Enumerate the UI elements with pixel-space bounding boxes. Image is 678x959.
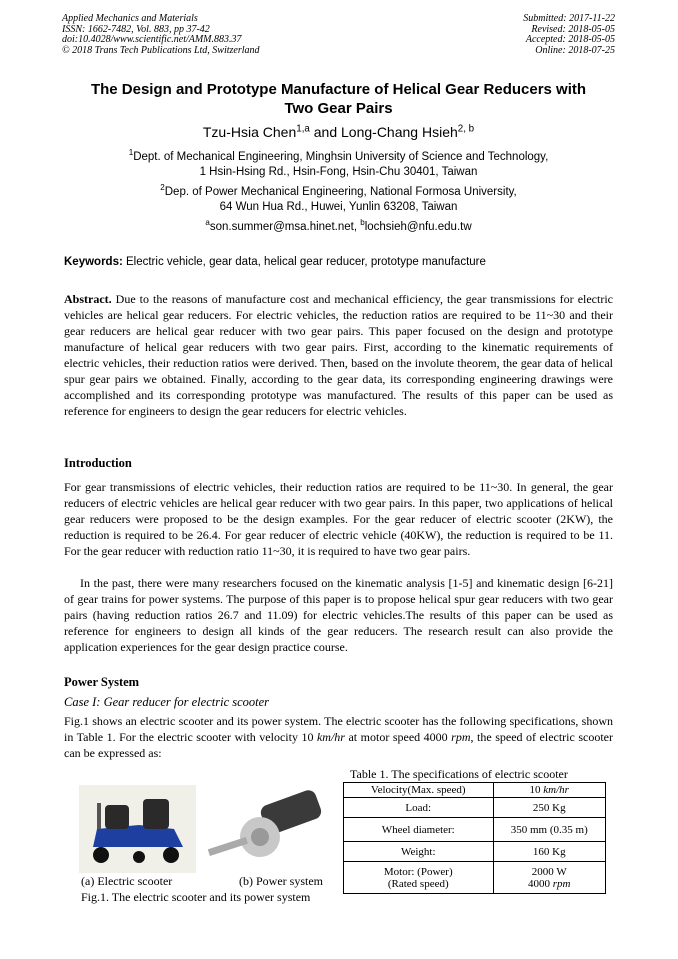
online-date: Online: 2018-07-25 — [535, 44, 615, 56]
journal-name: Applied Mechanics and Materials — [62, 13, 198, 24]
abstract-text: Due to the reasons of manufacture cost and mechanical efficiency, the gear transmissions for electric vehicles are helical gear reducers. For electric vehicles, the reduction ratios are required to be 11~30 and their gear reducers are helical gear reducer with two gear pairs. This paper focused on the design and prototype manufacture of helical gear reducers with two gear pairs. First, according to the kinematic requirements of electric vehicles, their reduction ratios were derived. Then, based on the involute theorem, the gear data of helical spur gear pairs we obtained. Finally, according to the gear data, its corresponding engineering drawings were accomplished and its corresponding prototype was manufactured. The results of this paper can be used as reference for engineers to design the gear reducers for electric vehicles. — [64, 292, 613, 418]
table-row — [344, 862, 606, 894]
title-line-2: Two Gear Pairs — [284, 100, 393, 117]
handlebar — [97, 803, 101, 829]
author-1: Tzu-Hsia Chen — [202, 124, 297, 140]
table-row — [344, 783, 606, 798]
email-b: lochsieh@nfu.edu.tw — [364, 221, 472, 233]
dates-header — [523, 14, 615, 56]
affiliation-1-sup: 1 — [128, 148, 134, 158]
gearbox-cover — [251, 828, 269, 846]
power-text-a: Fig.1 shows an electric scooter and its power system. The electric scooter has the following specifications, shown in Table 1. For the electric scooter with velocity 10 — [64, 714, 613, 744]
authors — [62, 124, 615, 140]
affiliation-2-line-2: 64 Wun Hua Rd., Huwei, Yunlin 63208, Taiwan — [219, 201, 458, 213]
accepted-date: Accepted: 2018-05-05 — [525, 34, 615, 45]
rear-seat — [143, 799, 169, 829]
journal-header — [62, 14, 260, 56]
abstract-label: Abstract. — [64, 292, 112, 306]
email-a: son.summer@msa.hinet.net, — [209, 221, 361, 233]
affiliation-1 — [62, 150, 615, 180]
table-row — [344, 818, 606, 842]
row-label: Weight: — [344, 842, 494, 862]
keywords — [64, 256, 616, 268]
author-2-sup: 2, b — [457, 123, 475, 135]
title-line-1: The Design and Prototype Manufacture of Helical Gear Reducers with — [90, 81, 587, 98]
table-1-caption: Table 1. The specifications of electric scooter — [350, 767, 568, 781]
paper-title — [62, 80, 615, 118]
row-label: Motor: (Power) (Rated speed) — [344, 862, 494, 894]
email-b-sup: b — [360, 218, 365, 228]
unit-km-hr: km/hr — [316, 730, 345, 744]
affiliation-1-line-1: Dept. of Mechanical Engineering, Minghsin University of Science and Technology, — [133, 151, 549, 163]
copyright: © 2018 Trans Tech Publications Ltd, Switzerland — [62, 44, 260, 56]
abstract — [64, 291, 613, 419]
keywords-label: Keywords: — [64, 256, 123, 268]
table-row — [344, 798, 606, 818]
issn: ISSN: 1662-7482, Vol. 883, pp 37-42 — [62, 23, 210, 35]
row-label: Load: — [344, 798, 494, 818]
front-wheel — [93, 847, 109, 863]
row-value: 250 Kg — [493, 798, 606, 818]
table-row — [344, 842, 606, 862]
revised-date: Revised: 2018-05-05 — [531, 23, 615, 35]
case-1-heading: Case I: Gear reducer for electric scooter — [64, 695, 270, 709]
power-text-b: at motor speed 4000 — [344, 730, 452, 744]
row-label: Velocity(Max. speed) — [344, 783, 494, 798]
submitted-date: Submitted: 2017-11-22 — [523, 13, 615, 24]
specifications-table — [343, 782, 606, 894]
row-value: 10 km/hr — [493, 783, 606, 798]
rear-wheel — [163, 847, 179, 863]
figure-caption-b: (b) Power system — [239, 874, 323, 888]
affiliation-2-line-1: Dep. of Power Mechanical Engineering, National Formosa University, — [164, 186, 517, 198]
doi: doi:10.4028/www.scientific.net/AMM.883.37 — [62, 34, 242, 45]
keywords-text: Electric vehicle, gear data, helical gear reducer, prototype manufacture — [122, 256, 486, 268]
email-a-sup: a — [205, 218, 210, 228]
power-text-c: , the speed of electric scooter can be expressed as: — [64, 730, 613, 760]
row-value: 2000 W 4000 rpm — [493, 862, 606, 894]
authors-conj: and — [309, 124, 342, 140]
power-system-photo — [200, 787, 337, 873]
row-value: 160 Kg — [493, 842, 606, 862]
affiliation-2-sup: 2 — [160, 183, 165, 193]
author-2: Long-Chang Hsieh — [341, 124, 458, 140]
mid-wheel — [133, 851, 145, 863]
row-value: 350 mm (0.35 m) — [493, 818, 606, 842]
power-system-paragraph — [64, 713, 613, 761]
emails — [62, 220, 615, 235]
figure-1-caption: Fig.1. The electric scooter and its power system — [81, 890, 311, 904]
introduction-paragraph-2: In the past, there were many researchers focused on the kinematic analysis [1-5] and kinematic design [6-21] of gear trains for power systems. The purpose of this paper is to propose helical spur gear reducers with two gear pairs (having reduction ratios 26.7 and 11.09) for electric vehicles.The results of this paper can be used as reference for engineers to design all kinds of the gear reducers. The research result can also provide the application experiences for the gear design practice course. — [64, 576, 613, 654]
power-system-heading: Power System — [64, 675, 140, 689]
front-seat — [105, 805, 129, 829]
row-label: Wheel diameter: — [344, 818, 494, 842]
introduction-heading: Introduction — [64, 456, 132, 470]
affiliation-1-line-2: 1 Hsin-Hsing Rd., Hsin-Fong, Hsin-Chu 30401, Taiwan — [199, 166, 478, 178]
electric-scooter-photo — [79, 785, 196, 873]
introduction-paragraph-1: For gear transmissions of electric vehicles, their reduction ratios are required to be 11~30. In general, the gear reducers of electric vehicles are helical gear reducer with two gear pairs. In this paper, two applications of helical gear reducers were proposed to be the design examples. For the gear reducer of electric scooter (2KW), the reduction is required to be 26.4. For gear reducer of electric vehicle (40KW), the reduction is required to be 11. For the gear reducer with reduction ratio 11~30, it is required to have two gear pairs. — [64, 480, 613, 558]
author-1-sup: 1,a — [296, 123, 310, 135]
affiliation-2 — [62, 185, 615, 215]
figure-caption-a: (a) Electric scooter — [81, 874, 173, 888]
unit-rpm: rpm — [451, 730, 471, 744]
